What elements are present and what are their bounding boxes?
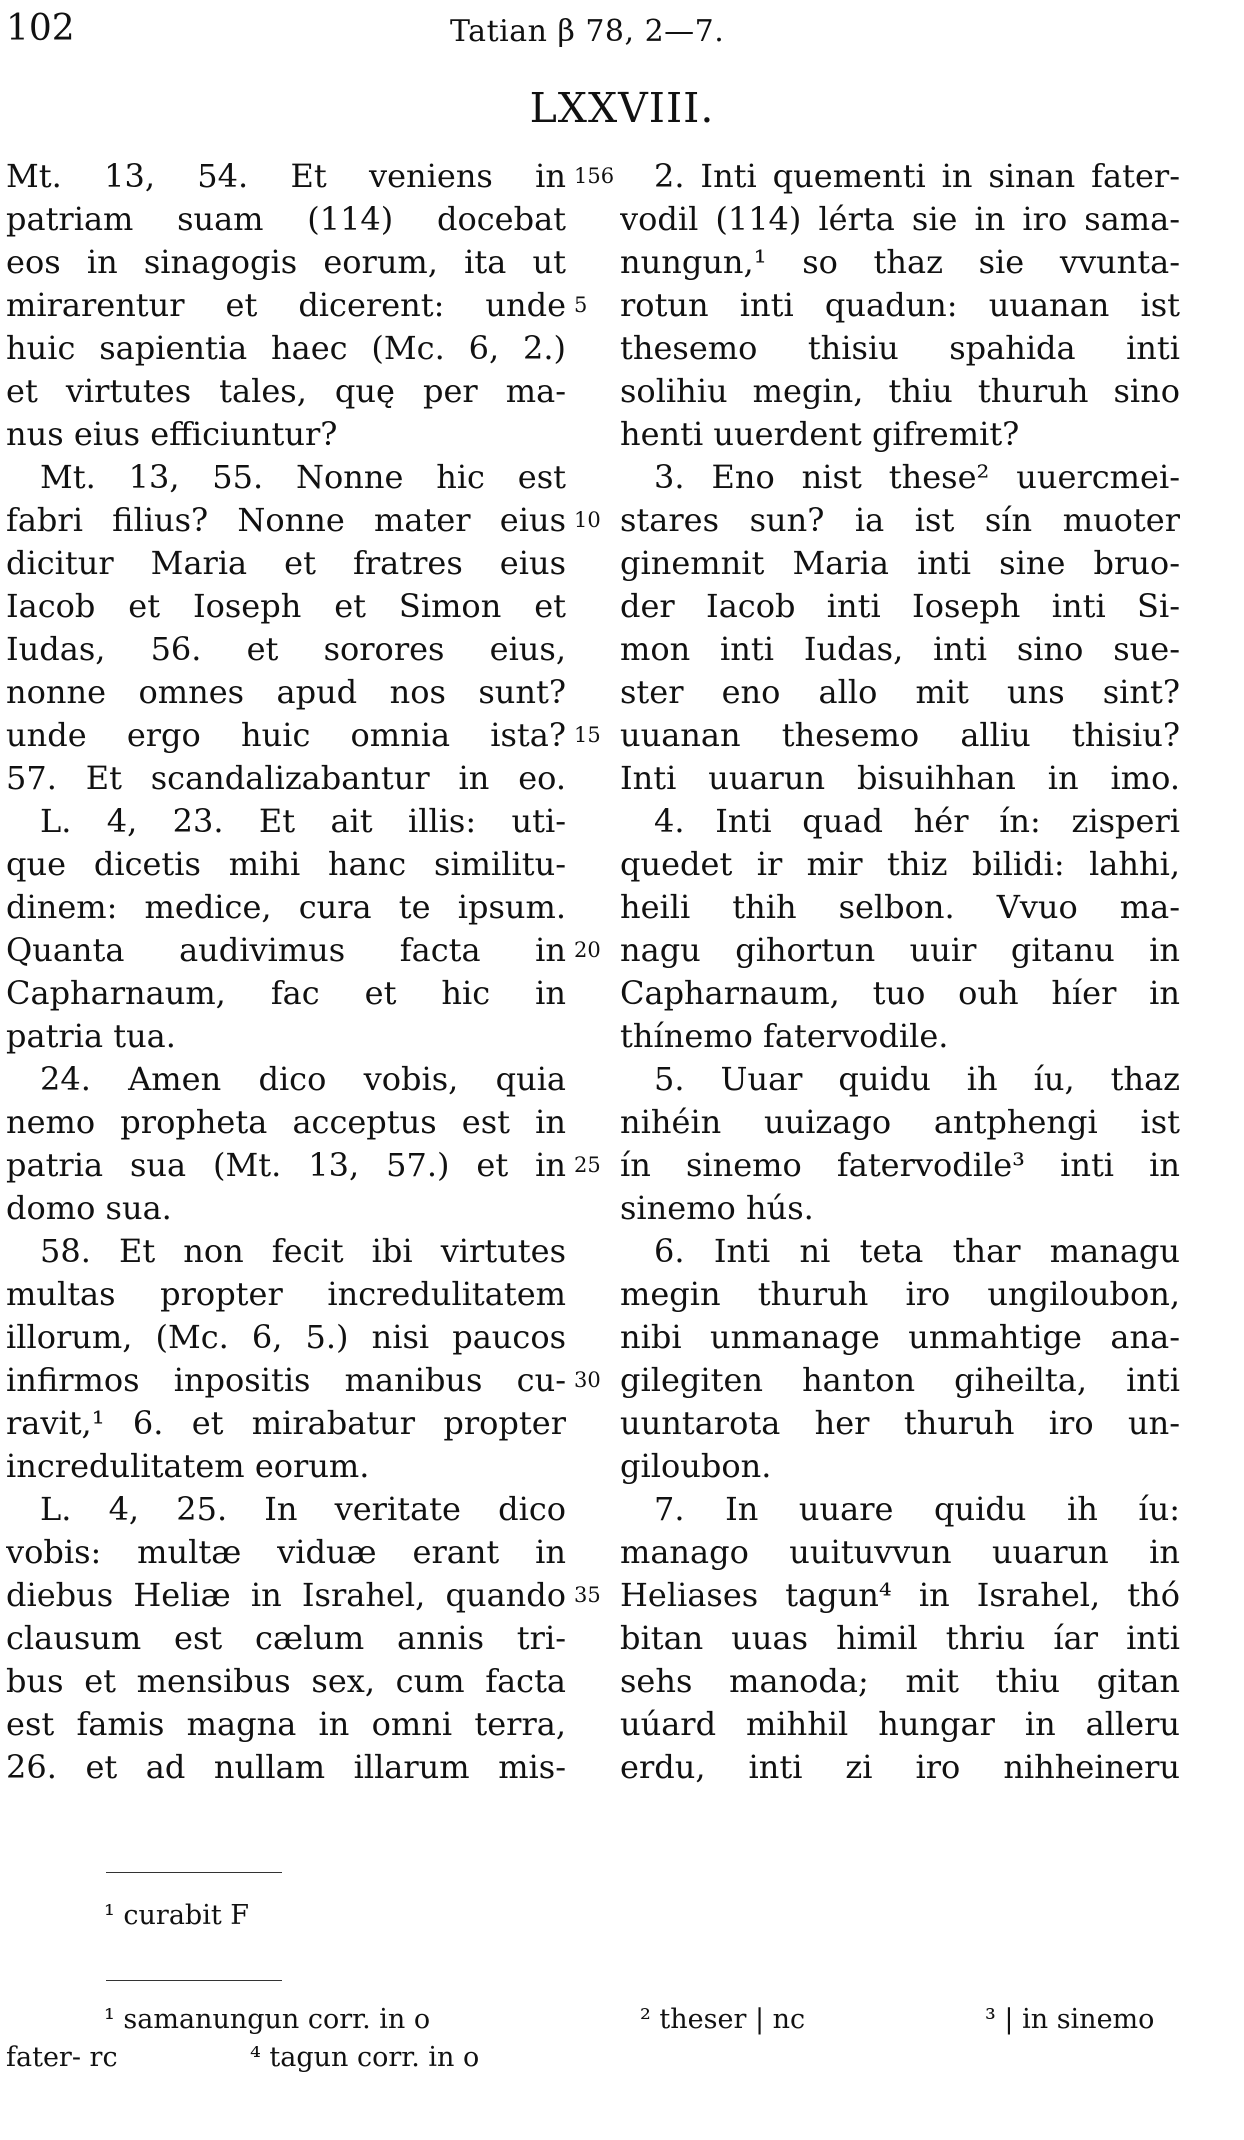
ohg-line: Capharnaum, tuo ouh híer in xyxy=(620,974,1180,1012)
latin-line: nemo propheta acceptus est in xyxy=(6,1103,566,1141)
latin-line: 58. Et non fecit ibi virtutes xyxy=(40,1232,566,1270)
ohg-line: heili thih selbon. Vvuo ma- xyxy=(620,888,1180,926)
ohg-line: sinemo hús. xyxy=(620,1189,814,1227)
ohg-line: vodil (114) lérta sie in iro sama- xyxy=(620,200,1180,238)
ohg-line: 7. In uuare quidu ih íu: xyxy=(654,1490,1180,1528)
ohg-line: solihiu megin, thiu thuruh sino xyxy=(620,372,1180,410)
latin-line: bus et mensibus sex, cum facta xyxy=(6,1662,566,1700)
latin-line: nonne omnes apud nos sunt? xyxy=(6,673,566,711)
latin-line: vobis: multæ viduæ erant in xyxy=(6,1533,566,1571)
latin-line: 26. et ad nullam illarum mis- xyxy=(6,1748,566,1786)
latin-line: domo sua. xyxy=(6,1189,172,1227)
latin-line: ravit,¹ 6. et mirabatur propter xyxy=(6,1404,566,1442)
ohg-line: sehs manoda; mit thiu gitan xyxy=(620,1662,1180,1700)
ohg-column xyxy=(620,155,1180,1789)
ohg-line: megin thuruh iro ungiloubon, xyxy=(620,1275,1180,1313)
latin-line: huic sapientia haec (Mc. 6, 2.) xyxy=(6,329,566,367)
footnote-ohg-4: ⁴ tagun corr. in o xyxy=(250,2042,480,2073)
latin-line: Capharnaum, fac et hic in xyxy=(6,974,566,1012)
latin-line: et virtutes tales, quę per ma- xyxy=(6,372,566,410)
latin-line: 57. Et scandalizabantur in eo. xyxy=(6,759,566,797)
ohg-line: Inti uuarun bisuihhan in imo. xyxy=(620,759,1180,797)
latin-line: Quanta audivimus facta in xyxy=(6,931,566,969)
footnote-rule xyxy=(106,1872,282,1873)
ohg-line: stares sun? ia ist sín muoter xyxy=(620,501,1180,539)
latin-line: eos in sinagogis eorum, ita ut xyxy=(6,243,566,281)
line-number: 25 xyxy=(574,1153,601,1177)
latin-line: Iudas, 56. et sorores eius, xyxy=(6,630,566,668)
ohg-line: ster eno allo mit uns sint? xyxy=(620,673,1180,711)
latin-line: illorum, (Mc. 6, 5.) nisi paucos xyxy=(6,1318,566,1356)
footnote-ohg-3: ³ | in sinemo xyxy=(985,2004,1155,2035)
latin-line: patria sua (Mt. 13, 57.) et in xyxy=(6,1146,566,1184)
latin-line: patriam suam (114) docebat xyxy=(6,200,566,238)
latin-line: incredulitatem eorum. xyxy=(6,1447,370,1485)
latin-line: Mt. 13, 54. Et veniens in xyxy=(6,157,566,195)
footnote-ohg-1: ¹ samanungun corr. in o xyxy=(104,2004,431,2035)
ohg-line: bitan uuas himil thriu íar inti xyxy=(620,1619,1180,1657)
latin-line: L. 4, 23. Et ait illis: uti- xyxy=(40,802,566,840)
ohg-line: henti uuerdent gifremit? xyxy=(620,415,1020,453)
latin-line: dinem: medice, cura te ipsum. xyxy=(6,888,566,926)
line-number: 5 xyxy=(574,293,588,317)
latin-line: est famis magna in omni terra, xyxy=(6,1705,566,1743)
latin-line: infirmos inpositis manibus cu- xyxy=(6,1361,566,1399)
ohg-line: quedet ir mir thiz bilidi: lahhi, xyxy=(620,845,1180,883)
ohg-line: nagu gihortun uuir gitanu in xyxy=(620,931,1180,969)
chapter-title: LXXVIII. xyxy=(529,84,715,132)
latin-line: L. 4, 25. In veritate dico xyxy=(40,1490,566,1528)
latin-line: unde ergo huic omnia ista? xyxy=(6,716,566,754)
latin-line: patria tua. xyxy=(6,1017,176,1055)
footnote-ohg-2: ² theser | nc xyxy=(640,2004,806,2035)
ohg-line: uuanan thesemo alliu thisiu? xyxy=(620,716,1180,754)
latin-line: dicitur Maria et fratres eius xyxy=(6,544,566,582)
ohg-line: erdu, inti zi iro nihheineru xyxy=(620,1748,1180,1786)
ohg-line: uúard mihhil hungar in alleru xyxy=(620,1705,1180,1743)
ohg-line: mon inti Iudas, inti sino sue- xyxy=(620,630,1180,668)
line-number: 10 xyxy=(574,508,601,532)
latin-line: Mt. 13, 55. Nonne hic est xyxy=(40,458,566,496)
ohg-line: uuntarota her thuruh iro un- xyxy=(620,1404,1180,1442)
latin-line: Iacob et Ioseph et Simon et xyxy=(6,587,566,625)
ohg-line: 6. Inti ni teta thar managu xyxy=(654,1232,1180,1270)
ohg-line: nihéin uuizago antphengi ist xyxy=(620,1103,1180,1141)
header-title: Tatian β 78, 2—7. xyxy=(450,14,725,49)
line-number: 35 xyxy=(574,1583,601,1607)
line-number: 156 xyxy=(574,164,615,188)
ohg-line: ín sinemo fatervodile³ inti in xyxy=(620,1146,1180,1184)
ohg-line: manago uuituvvun uuarun in xyxy=(620,1533,1180,1571)
ohg-line: 4. Inti quad hér ín: zisperi xyxy=(654,802,1180,840)
running-head xyxy=(0,8,1244,58)
ohg-line: 3. Eno nist these² uuercmei- xyxy=(654,458,1180,496)
ohg-line: nungun,¹ so thaz sie vvunta- xyxy=(620,243,1180,281)
ohg-line: gilegiten hanton giheilta, inti xyxy=(620,1361,1180,1399)
ohg-line: ginemnit Maria inti sine bruo- xyxy=(620,544,1180,582)
page-number: 102 xyxy=(6,8,75,49)
latin-line: clausum est cælum annis tri- xyxy=(6,1619,566,1657)
ohg-line: giloubon. xyxy=(620,1447,772,1485)
latin-line: que dicetis mihi hanc similitu- xyxy=(6,845,566,883)
latin-line: mirarentur et dicerent: unde xyxy=(6,286,566,324)
latin-column xyxy=(6,155,566,1789)
ohg-line: Heliases tagun⁴ in Israhel, thó xyxy=(620,1576,1180,1614)
latin-line: diebus Heliæ in Israhel, quando xyxy=(6,1576,566,1614)
latin-line: 24. Amen dico vobis, quia xyxy=(40,1060,566,1098)
line-number: 15 xyxy=(574,723,601,747)
ohg-line: 2. Inti quementi in sinan fater- xyxy=(654,157,1180,195)
line-number: 20 xyxy=(574,938,601,962)
ohg-line: der Iacob inti Ioseph inti Si- xyxy=(620,587,1180,625)
ohg-line: 5. Uuar quidu ih íu, thaz xyxy=(654,1060,1180,1098)
latin-line: nus eius efficiuntur? xyxy=(6,415,338,453)
ohg-line: nibi unmanage unmahtige ana- xyxy=(620,1318,1180,1356)
ohg-line: thínemo fatervodile. xyxy=(620,1017,949,1055)
latin-line: fabri filius? Nonne mater eius xyxy=(6,501,566,539)
latin-line: multas propter incredulitatem xyxy=(6,1275,566,1313)
line-number: 30 xyxy=(574,1368,601,1392)
footnote-ohg-1-continued: fater- rc xyxy=(6,2042,118,2073)
ohg-line: thesemo thisiu spahida inti xyxy=(620,329,1180,367)
footnote-rule xyxy=(106,1980,282,1981)
ohg-line: rotun inti quadun: uuanan ist xyxy=(620,286,1180,324)
footnote-latin: ¹ curabit F xyxy=(104,1900,250,1931)
